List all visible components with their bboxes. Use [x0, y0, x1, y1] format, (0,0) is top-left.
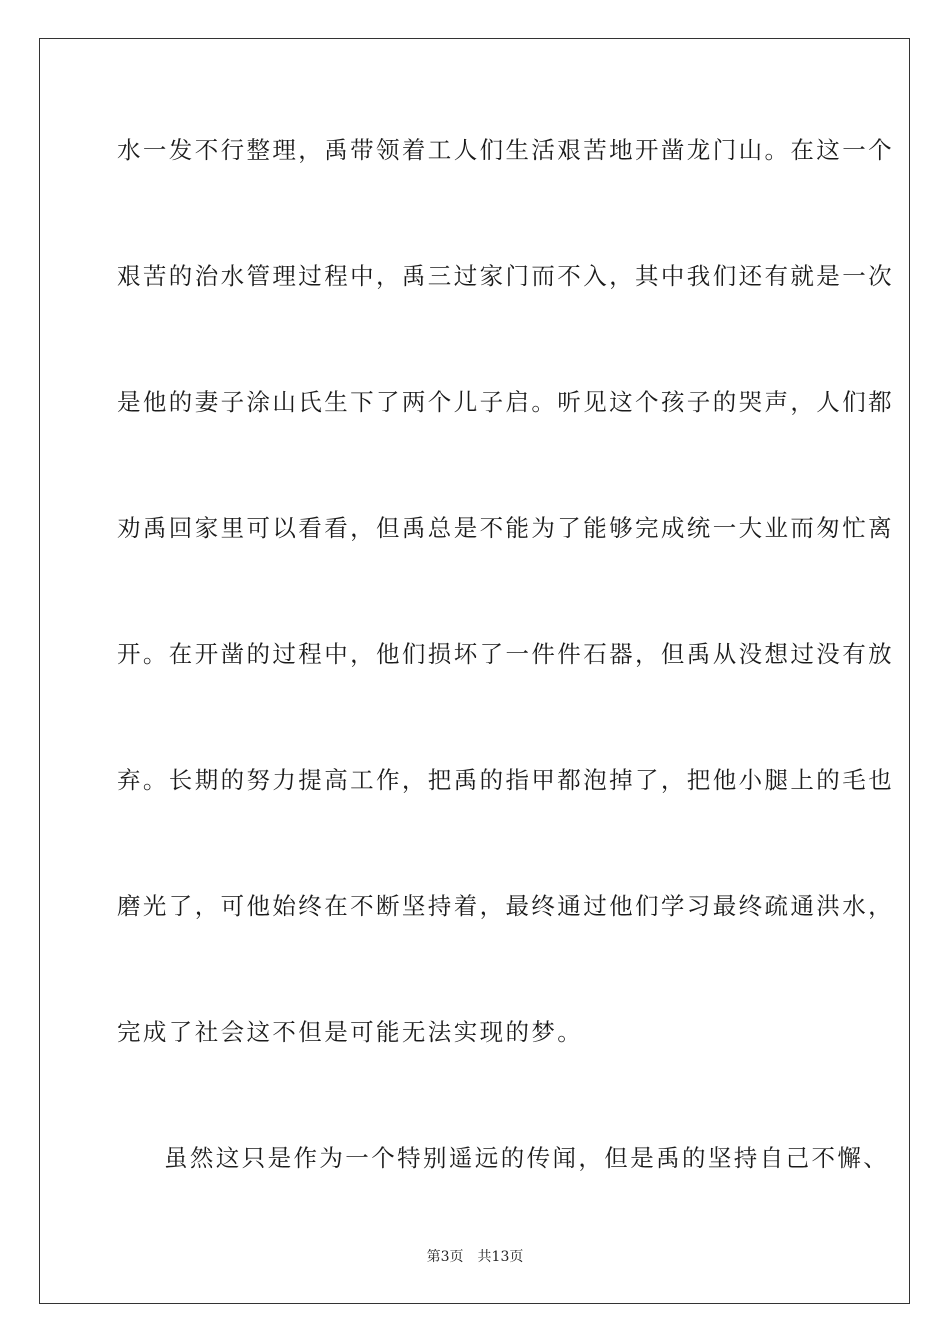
text-line: 弃。长期的努力提高工作，把禹的指甲都泡掉了，把他小腿上的毛也 [117, 766, 894, 794]
page-footer [0, 1248, 950, 1266]
text-line: 艰苦的治水管理过程中，禹三过家门而不入，其中我们还有就是一次 [117, 262, 894, 290]
text-line: 磨光了，可他始终在不断坚持着，最终通过他们学习最终疏通洪水， [117, 892, 894, 920]
text-line: 完成了社会这不但是可能无法实现的梦。 [117, 1018, 584, 1046]
page-total: 共13页 [477, 1249, 524, 1265]
paragraph-first-line: 虽然这只是作为一个特别遥远的传闻，但是禹的坚持自己不懈、 [164, 1144, 890, 1172]
page-border [39, 38, 910, 1304]
text-line: 是他的妻子涂山氏生下了两个儿子启。听见这个孩子的哭声，人们都 [117, 388, 894, 416]
text-line: 劝禹回家里可以看看，但禹总是不能为了能够完成统一大业而匆忙离 [117, 514, 894, 542]
page-number: 第3页 [426, 1249, 464, 1265]
text-line: 水一发不行整理，禹带领着工人们生活艰苦地开凿龙门山。在这一个 [117, 136, 894, 164]
text-line: 开。在开凿的过程中，他们损坏了一件件石器，但禹从没想过没有放 [117, 640, 894, 668]
